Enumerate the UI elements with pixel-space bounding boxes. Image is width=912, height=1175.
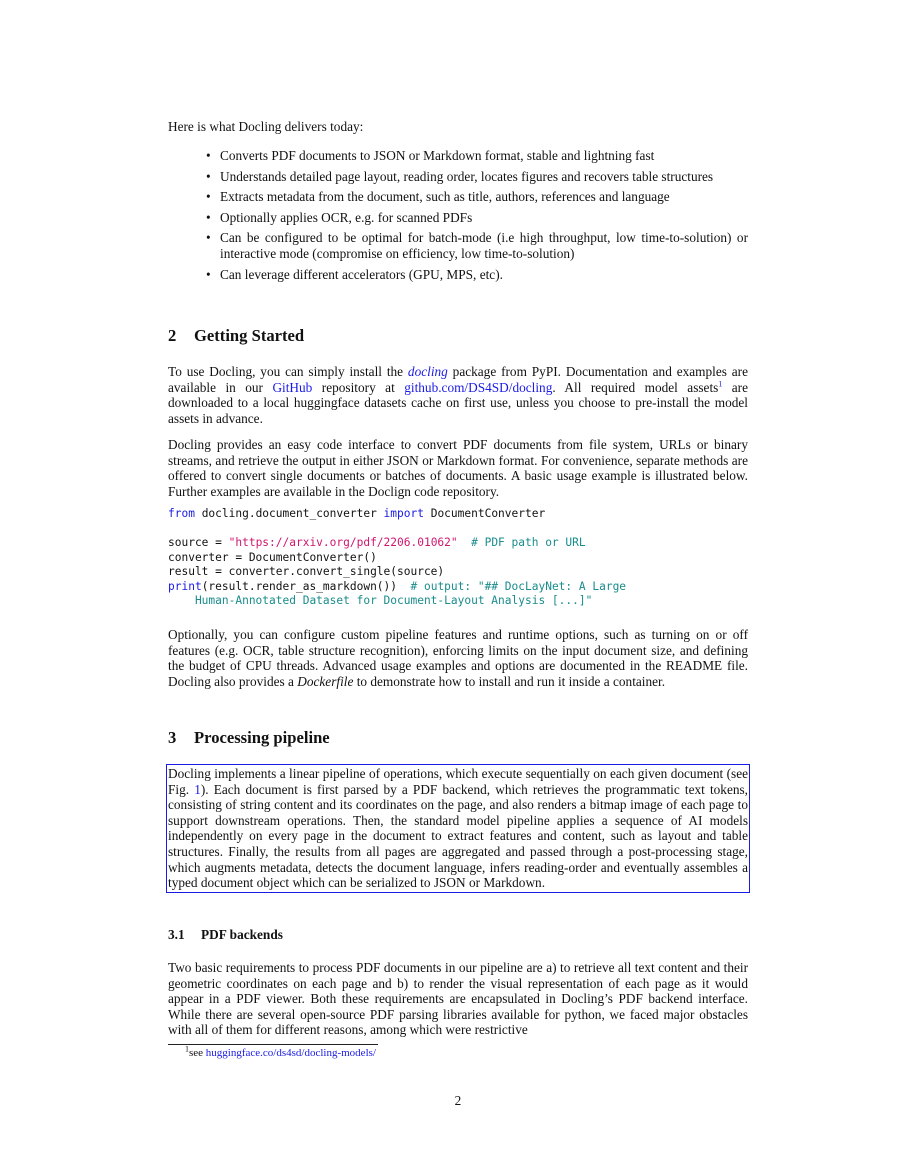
list-item: • Converts PDF documents to JSON or Markdown format, stable and lightning fast bbox=[206, 148, 655, 163]
docling-package-link[interactable]: docling bbox=[407, 364, 448, 379]
list-item: • Optionally applies OCR, e.g. for scanned PDFs bbox=[206, 209, 473, 225]
figure-1-link[interactable]: 1 bbox=[194, 781, 201, 797]
list-item: • Can be configured to be optimal for batch-mode (i.e high throughput, low time-to-solution) or interactive mode (compromise on efficiency, low time-to-solution) bbox=[206, 230, 748, 261]
bullet-icon: • bbox=[206, 168, 211, 184]
feature-list bbox=[168, 148, 748, 287]
intro-text: Here is what Docling delivers today: bbox=[168, 119, 364, 134]
list-item: • Extracts metadata from the document, such as title, authors, references and language bbox=[206, 189, 670, 205]
section-heading-processing-pipeline: 3 Processing pipeline bbox=[168, 728, 330, 747]
list-item: • Understands detailed page layout, reading order, locates figures and recovers table structures bbox=[206, 168, 714, 184]
getting-started-paragraph-1: To use Docling, you can simply install the docling package from PyPI. Documentation and examples are available in our GitHub repository at github.com/DS4SD/docling. All required model assets$^1$ are downloaded to a local huggingface datasets cache on first use, unless you choose to pre-install the model assets in advance. bbox=[168, 364, 749, 426]
getting-started-paragraph-3: Optionally, you can configure custom pipeline features and runtime options, such as turning on or off features (e.g. OCR, table structure recognition), enforcing limits on the input document size, and defining the budget of CPU threads. Advanced usage examples and options are documented in the README file. Docling also provides a Dockerfile to demonstrate how to install and run it inside a container. bbox=[168, 627, 748, 689]
repo-link[interactable]: github.com/DS4SD/docling bbox=[404, 379, 553, 395]
processing-pipeline-paragraph: Docling implements a linear pipeline of operations, which execute sequentially on each given document (see Fig. 1). Each document is first parsed by a PDF backend, which retrieves the programmatic text tokens, consisting of string content and its coordinates on the page, and also renders a bitmap image of each page to support downstream operations. Then, the standard model pipeline applies a sequence of AI models independently on every page in the document to extract features and content, such as layout and table structures. Finally, the results from all pages are aggregated and passed through a post-processing stage, which augments metadata, detects the document language, infers reading-order and eventually assembles a typed document object which can be serialized to JSON or Markdown. bbox=[168, 766, 748, 891]
bullet-icon: • bbox=[206, 230, 211, 246]
github-link[interactable]: GitHub bbox=[272, 379, 313, 395]
bullet-icon: • bbox=[206, 189, 211, 205]
footnote-ref[interactable]: 1 bbox=[718, 379, 723, 389]
bullet-icon: • bbox=[206, 148, 211, 163]
footnote: $^1$see huggingface.co/ds4sd/docling-models/ bbox=[185, 1044, 376, 1059]
section-heading-getting-started: 2 Getting Started bbox=[168, 326, 305, 345]
code-listing: from docling.document_converter import DocumentConverter source = "https://arxiv.org/pdf/2206.01062" # PDF path or URL converter = DocumentConverter() result = converter.convert_single(source) print(result.render_as_markdown()) # output: "## DocLayNet: A Large Human-Annotated Dataset for Document-Layout Analysis [...]" bbox=[168, 507, 627, 607]
page-number: 2 bbox=[454, 1093, 462, 1108]
huggingface-models-link[interactable]: huggingface.co/ds4sd/docling-models/ bbox=[205, 1047, 376, 1059]
getting-started-paragraph-2: Docling provides an easy code interface to convert PDF documents from file system, URLs or binary streams, and retrieve the output in either JSON or Markdown format. For convenience, separate methods are offered to convert single documents or batches of documents. A basic usage example is illustrated below. Further examples are available in the Doclign code repository. bbox=[168, 437, 748, 499]
subsection-heading-pdf-backends: 3.1 PDF backends bbox=[168, 927, 283, 942]
bullet-icon: • bbox=[206, 266, 211, 282]
footnote-divider bbox=[168, 1044, 378, 1045]
pdf-backends-paragraph: Two basic requirements to process PDF documents in our pipeline are a) to retrieve all text content and their geometric coordinates on each page and b) to render the visual representation of each page as it would appear in a PDF viewer. Both these requirements are encapsulated in Docling’s PDF backend interface. While there are several open-source PDF parsing libraries available for python, we faced major obstacles with all of them for different reasons, among which were restrictive bbox=[168, 960, 748, 1038]
dockerfile-term: Dockerfile bbox=[297, 673, 354, 689]
list-item: • Can leverage different accelerators (GPU, MPS, etc). bbox=[206, 266, 503, 282]
bullet-icon: • bbox=[206, 209, 211, 225]
